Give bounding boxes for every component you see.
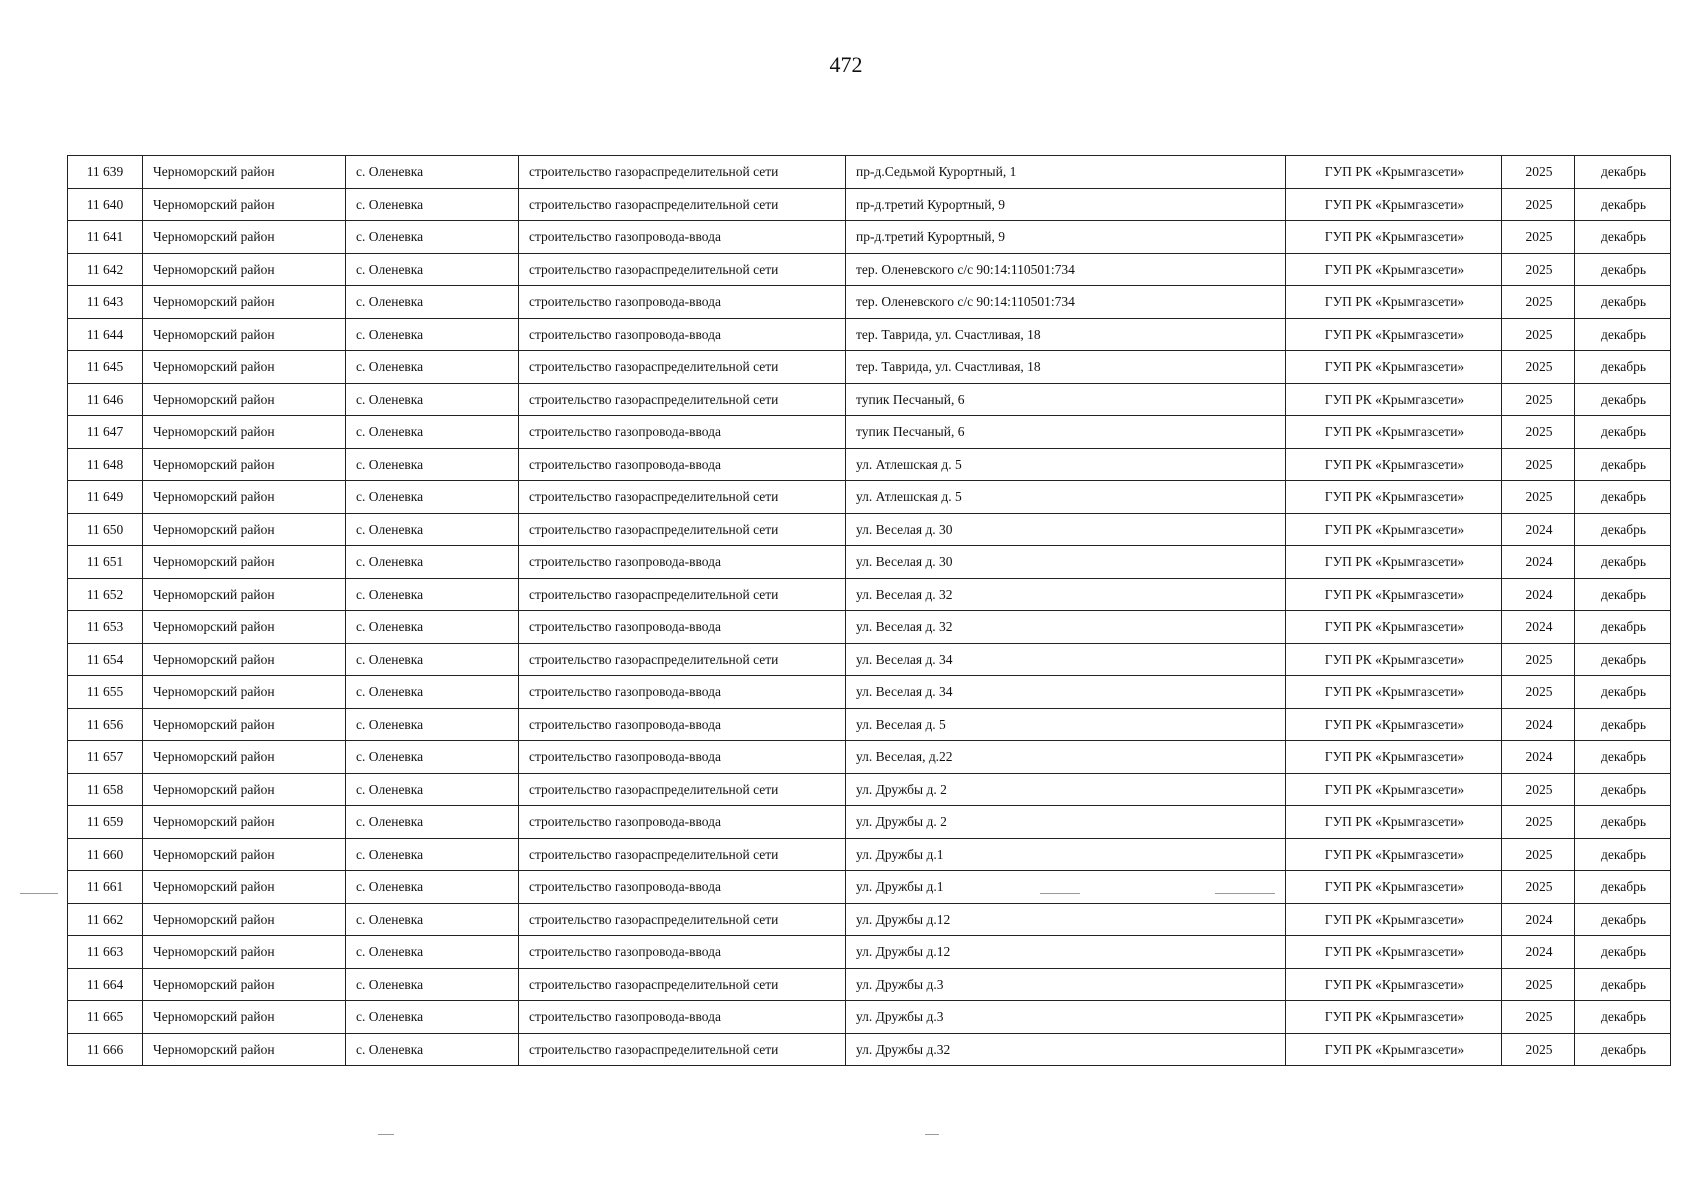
row-number: 11 666 — [68, 1033, 143, 1066]
table-row — [68, 513, 1671, 546]
row-number: 11 645 — [68, 351, 143, 384]
month-cell: декабрь — [1575, 741, 1671, 774]
row-number: 11 651 — [68, 546, 143, 579]
table-row — [68, 611, 1671, 644]
district-cell: Черноморский район — [143, 871, 346, 904]
settlement-cell: с. Оленевка — [346, 383, 519, 416]
year-cell: 2025 — [1502, 383, 1575, 416]
table-row — [68, 318, 1671, 351]
year-cell: 2025 — [1502, 838, 1575, 871]
organization-cell: ГУП РК «Крымгазсети» — [1286, 708, 1502, 741]
district-cell: Черноморский район — [143, 318, 346, 351]
settlement-cell: с. Оленевка — [346, 286, 519, 319]
organization-cell: ГУП РК «Крымгазсети» — [1286, 416, 1502, 449]
year-cell: 2024 — [1502, 513, 1575, 546]
work-type-cell: строительство газопровода-ввода — [519, 611, 846, 644]
address-cell: ул. Веселая д. 30 — [846, 546, 1286, 579]
table-row — [68, 871, 1671, 904]
district-cell: Черноморский район — [143, 448, 346, 481]
month-cell: декабрь — [1575, 773, 1671, 806]
registry-table — [67, 155, 1671, 1066]
district-cell: Черноморский район — [143, 513, 346, 546]
row-number: 11 663 — [68, 936, 143, 969]
address-cell: ул. Веселая д. 32 — [846, 578, 1286, 611]
year-cell: 2025 — [1502, 448, 1575, 481]
address-cell: пр-д.Седьмой Курортный, 1 — [846, 156, 1286, 189]
work-type-cell: строительство газопровода-ввода — [519, 448, 846, 481]
address-cell: ул. Дружбы д.32 — [846, 1033, 1286, 1066]
organization-cell: ГУП РК «Крымгазсети» — [1286, 903, 1502, 936]
work-type-cell: строительство газопровода-ввода — [519, 936, 846, 969]
district-cell: Черноморский район — [143, 968, 346, 1001]
district-cell: Черноморский район — [143, 741, 346, 774]
district-cell: Черноморский район — [143, 773, 346, 806]
organization-cell: ГУП РК «Крымгазсети» — [1286, 611, 1502, 644]
work-type-cell: строительство газораспределительной сети — [519, 773, 846, 806]
address-cell: ул. Веселая д. 5 — [846, 708, 1286, 741]
district-cell: Черноморский район — [143, 383, 346, 416]
year-cell: 2025 — [1502, 416, 1575, 449]
district-cell: Черноморский район — [143, 611, 346, 644]
row-number: 11 665 — [68, 1001, 143, 1034]
year-cell: 2025 — [1502, 1033, 1575, 1066]
address-cell: тер. Таврида, ул. Счастливая, 18 — [846, 351, 1286, 384]
year-cell: 2024 — [1502, 578, 1575, 611]
row-number: 11 640 — [68, 188, 143, 221]
work-type-cell: строительство газораспределительной сети — [519, 383, 846, 416]
work-type-cell: строительство газораспределительной сети — [519, 156, 846, 189]
month-cell: декабрь — [1575, 708, 1671, 741]
district-cell: Черноморский район — [143, 546, 346, 579]
work-type-cell: строительство газораспределительной сети — [519, 253, 846, 286]
address-cell: ул. Атлешская д. 5 — [846, 481, 1286, 514]
month-cell: декабрь — [1575, 253, 1671, 286]
district-cell: Черноморский район — [143, 903, 346, 936]
settlement-cell: с. Оленевка — [346, 903, 519, 936]
organization-cell: ГУП РК «Крымгазсети» — [1286, 741, 1502, 774]
organization-cell: ГУП РК «Крымгазсети» — [1286, 806, 1502, 839]
year-cell: 2025 — [1502, 481, 1575, 514]
year-cell: 2024 — [1502, 903, 1575, 936]
settlement-cell: с. Оленевка — [346, 708, 519, 741]
table-row — [68, 221, 1671, 254]
organization-cell: ГУП РК «Крымгазсети» — [1286, 383, 1502, 416]
work-type-cell: строительство газопровода-ввода — [519, 286, 846, 319]
address-cell: ул. Дружбы д.1 — [846, 871, 1286, 904]
row-number: 11 664 — [68, 968, 143, 1001]
address-cell: ул. Дружбы д.1 — [846, 838, 1286, 871]
table-row — [68, 156, 1671, 189]
work-type-cell: строительство газораспределительной сети — [519, 838, 846, 871]
scan-speck — [1215, 893, 1275, 894]
organization-cell: ГУП РК «Крымгазсети» — [1286, 286, 1502, 319]
month-cell: декабрь — [1575, 838, 1671, 871]
organization-cell: ГУП РК «Крымгазсети» — [1286, 1033, 1502, 1066]
district-cell: Черноморский район — [143, 936, 346, 969]
settlement-cell: с. Оленевка — [346, 968, 519, 1001]
month-cell: декабрь — [1575, 936, 1671, 969]
work-type-cell: строительство газопровода-ввода — [519, 871, 846, 904]
page-number: 472 — [829, 52, 863, 77]
organization-cell: ГУП РК «Крымгазсети» — [1286, 968, 1502, 1001]
year-cell: 2025 — [1502, 773, 1575, 806]
table-row — [68, 838, 1671, 871]
district-cell: Черноморский район — [143, 708, 346, 741]
work-type-cell: строительство газопровода-ввода — [519, 221, 846, 254]
work-type-cell: строительство газораспределительной сети — [519, 481, 846, 514]
settlement-cell: с. Оленевка — [346, 773, 519, 806]
settlement-cell: с. Оленевка — [346, 643, 519, 676]
organization-cell: ГУП РК «Крымгазсети» — [1286, 643, 1502, 676]
work-type-cell: строительство газораспределительной сети — [519, 643, 846, 676]
work-type-cell: строительство газопровода-ввода — [519, 741, 846, 774]
month-cell: декабрь — [1575, 286, 1671, 319]
organization-cell: ГУП РК «Крымгазсети» — [1286, 448, 1502, 481]
work-type-cell: строительство газопровода-ввода — [519, 546, 846, 579]
row-number: 11 642 — [68, 253, 143, 286]
organization-cell: ГУП РК «Крымгазсети» — [1286, 578, 1502, 611]
table-row — [68, 481, 1671, 514]
table-row — [68, 773, 1671, 806]
row-number: 11 643 — [68, 286, 143, 319]
organization-cell: ГУП РК «Крымгазсети» — [1286, 546, 1502, 579]
year-cell: 2025 — [1502, 156, 1575, 189]
table-row — [68, 383, 1671, 416]
table-row — [68, 676, 1671, 709]
organization-cell: ГУП РК «Крымгазсети» — [1286, 188, 1502, 221]
settlement-cell: с. Оленевка — [346, 481, 519, 514]
work-type-cell: строительство газораспределительной сети — [519, 578, 846, 611]
scan-speck — [1040, 893, 1080, 894]
district-cell: Черноморский район — [143, 1001, 346, 1034]
month-cell: декабрь — [1575, 1033, 1671, 1066]
district-cell: Черноморский район — [143, 286, 346, 319]
year-cell: 2024 — [1502, 546, 1575, 579]
table-row — [68, 1033, 1671, 1066]
work-type-cell: строительство газопровода-ввода — [519, 676, 846, 709]
year-cell: 2025 — [1502, 318, 1575, 351]
work-type-cell: строительство газораспределительной сети — [519, 1033, 846, 1066]
settlement-cell: с. Оленевка — [346, 318, 519, 351]
row-number: 11 655 — [68, 676, 143, 709]
address-cell: ул. Веселая д. 32 — [846, 611, 1286, 644]
row-number: 11 656 — [68, 708, 143, 741]
address-cell: ул. Дружбы д.12 — [846, 936, 1286, 969]
work-type-cell: строительство газораспределительной сети — [519, 903, 846, 936]
settlement-cell: с. Оленевка — [346, 806, 519, 839]
address-cell: тер. Оленевского с/с 90:14:110501:734 — [846, 253, 1286, 286]
work-type-cell: строительство газопровода-ввода — [519, 708, 846, 741]
year-cell: 2025 — [1502, 253, 1575, 286]
table-row — [68, 188, 1671, 221]
year-cell: 2025 — [1502, 221, 1575, 254]
month-cell: декабрь — [1575, 481, 1671, 514]
work-type-cell: строительство газопровода-ввода — [519, 1001, 846, 1034]
month-cell: декабрь — [1575, 968, 1671, 1001]
row-number: 11 662 — [68, 903, 143, 936]
row-number: 11 658 — [68, 773, 143, 806]
month-cell: декабрь — [1575, 221, 1671, 254]
table-row — [68, 351, 1671, 384]
row-number: 11 649 — [68, 481, 143, 514]
month-cell: декабрь — [1575, 676, 1671, 709]
organization-cell: ГУП РК «Крымгазсети» — [1286, 156, 1502, 189]
month-cell: декабрь — [1575, 871, 1671, 904]
settlement-cell: с. Оленевка — [346, 253, 519, 286]
scan-speck — [378, 1134, 394, 1135]
year-cell: 2024 — [1502, 611, 1575, 644]
table-row — [68, 643, 1671, 676]
table-row — [68, 578, 1671, 611]
row-number: 11 641 — [68, 221, 143, 254]
address-cell: ул. Веселая д. 34 — [846, 643, 1286, 676]
month-cell: декабрь — [1575, 546, 1671, 579]
year-cell: 2025 — [1502, 806, 1575, 839]
month-cell: декабрь — [1575, 643, 1671, 676]
district-cell: Черноморский район — [143, 806, 346, 839]
district-cell: Черноморский район — [143, 253, 346, 286]
settlement-cell: с. Оленевка — [346, 1001, 519, 1034]
district-cell: Черноморский район — [143, 643, 346, 676]
district-cell: Черноморский район — [143, 1033, 346, 1066]
settlement-cell: с. Оленевка — [346, 448, 519, 481]
settlement-cell: с. Оленевка — [346, 188, 519, 221]
district-cell: Черноморский район — [143, 676, 346, 709]
work-type-cell: строительство газопровода-ввода — [519, 806, 846, 839]
district-cell: Черноморский район — [143, 351, 346, 384]
organization-cell: ГУП РК «Крымгазсети» — [1286, 936, 1502, 969]
settlement-cell: с. Оленевка — [346, 838, 519, 871]
month-cell: декабрь — [1575, 383, 1671, 416]
row-number: 11 639 — [68, 156, 143, 189]
month-cell: декабрь — [1575, 188, 1671, 221]
month-cell: декабрь — [1575, 1001, 1671, 1034]
month-cell: декабрь — [1575, 156, 1671, 189]
row-number: 11 646 — [68, 383, 143, 416]
address-cell: ул. Веселая д. 34 — [846, 676, 1286, 709]
row-number: 11 657 — [68, 741, 143, 774]
district-cell: Черноморский район — [143, 416, 346, 449]
year-cell: 2024 — [1502, 936, 1575, 969]
organization-cell: ГУП РК «Крымгазсети» — [1286, 838, 1502, 871]
scan-speck — [20, 893, 58, 894]
table-row — [68, 253, 1671, 286]
year-cell: 2025 — [1502, 1001, 1575, 1034]
district-cell: Черноморский район — [143, 188, 346, 221]
row-number: 11 644 — [68, 318, 143, 351]
year-cell: 2025 — [1502, 286, 1575, 319]
settlement-cell: с. Оленевка — [346, 936, 519, 969]
organization-cell: ГУП РК «Крымгазсети» — [1286, 676, 1502, 709]
work-type-cell: строительство газораспределительной сети — [519, 351, 846, 384]
settlement-cell: с. Оленевка — [346, 1033, 519, 1066]
address-cell: тупик Песчаный, 6 — [846, 383, 1286, 416]
row-number: 11 659 — [68, 806, 143, 839]
district-cell: Черноморский район — [143, 221, 346, 254]
work-type-cell: строительство газопровода-ввода — [519, 416, 846, 449]
organization-cell: ГУП РК «Крымгазсети» — [1286, 871, 1502, 904]
settlement-cell: с. Оленевка — [346, 546, 519, 579]
year-cell: 2024 — [1502, 708, 1575, 741]
table-row — [68, 1001, 1671, 1034]
month-cell: декабрь — [1575, 578, 1671, 611]
settlement-cell: с. Оленевка — [346, 741, 519, 774]
address-cell: ул. Дружбы д. 2 — [846, 773, 1286, 806]
table-row — [68, 968, 1671, 1001]
work-type-cell: строительство газопровода-ввода — [519, 318, 846, 351]
work-type-cell: строительство газораспределительной сети — [519, 513, 846, 546]
month-cell: декабрь — [1575, 611, 1671, 644]
year-cell: 2025 — [1502, 643, 1575, 676]
row-number: 11 661 — [68, 871, 143, 904]
organization-cell: ГУП РК «Крымгазсети» — [1286, 351, 1502, 384]
organization-cell: ГУП РК «Крымгазсети» — [1286, 513, 1502, 546]
address-cell: пр-д.третий Курортный, 9 — [846, 188, 1286, 221]
work-type-cell: строительство газораспределительной сети — [519, 188, 846, 221]
settlement-cell: с. Оленевка — [346, 221, 519, 254]
address-cell: тупик Песчаный, 6 — [846, 416, 1286, 449]
organization-cell: ГУП РК «Крымгазсети» — [1286, 221, 1502, 254]
year-cell: 2025 — [1502, 968, 1575, 1001]
registry-table-body — [68, 156, 1671, 1066]
year-cell: 2025 — [1502, 188, 1575, 221]
row-number: 11 660 — [68, 838, 143, 871]
settlement-cell: с. Оленевка — [346, 871, 519, 904]
month-cell: декабрь — [1575, 806, 1671, 839]
row-number: 11 647 — [68, 416, 143, 449]
organization-cell: ГУП РК «Крымгазсети» — [1286, 318, 1502, 351]
month-cell: декабрь — [1575, 416, 1671, 449]
settlement-cell: с. Оленевка — [346, 156, 519, 189]
settlement-cell: с. Оленевка — [346, 611, 519, 644]
address-cell: пр-д.третий Курортный, 9 — [846, 221, 1286, 254]
district-cell: Черноморский район — [143, 481, 346, 514]
organization-cell: ГУП РК «Крымгазсети» — [1286, 1001, 1502, 1034]
address-cell: тер. Оленевского с/с 90:14:110501:734 — [846, 286, 1286, 319]
table-row — [68, 741, 1671, 774]
settlement-cell: с. Оленевка — [346, 351, 519, 384]
address-cell: ул. Дружбы д.3 — [846, 968, 1286, 1001]
table-row — [68, 448, 1671, 481]
organization-cell: ГУП РК «Крымгазсети» — [1286, 253, 1502, 286]
address-cell: тер. Таврида, ул. Счастливая, 18 — [846, 318, 1286, 351]
organization-cell: ГУП РК «Крымгазсети» — [1286, 773, 1502, 806]
organization-cell: ГУП РК «Крымгазсети» — [1286, 481, 1502, 514]
settlement-cell: с. Оленевка — [346, 578, 519, 611]
district-cell: Черноморский район — [143, 578, 346, 611]
row-number: 11 653 — [68, 611, 143, 644]
year-cell: 2025 — [1502, 871, 1575, 904]
table-row — [68, 416, 1671, 449]
address-cell: ул. Веселая д. 30 — [846, 513, 1286, 546]
address-cell: ул. Веселая, д.22 — [846, 741, 1286, 774]
address-cell: ул. Дружбы д.3 — [846, 1001, 1286, 1034]
month-cell: декабрь — [1575, 351, 1671, 384]
address-cell: ул. Дружбы д.12 — [846, 903, 1286, 936]
year-cell: 2025 — [1502, 676, 1575, 709]
settlement-cell: с. Оленевка — [346, 513, 519, 546]
address-cell: ул. Атлешская д. 5 — [846, 448, 1286, 481]
row-number: 11 648 — [68, 448, 143, 481]
month-cell: декабрь — [1575, 318, 1671, 351]
row-number: 11 652 — [68, 578, 143, 611]
settlement-cell: с. Оленевка — [346, 676, 519, 709]
address-cell: ул. Дружбы д. 2 — [846, 806, 1286, 839]
year-cell: 2025 — [1502, 351, 1575, 384]
table-row — [68, 546, 1671, 579]
row-number: 11 654 — [68, 643, 143, 676]
table-row — [68, 708, 1671, 741]
work-type-cell: строительство газораспределительной сети — [519, 968, 846, 1001]
month-cell: декабрь — [1575, 903, 1671, 936]
table-row — [68, 806, 1671, 839]
row-number: 11 650 — [68, 513, 143, 546]
district-cell: Черноморский район — [143, 156, 346, 189]
settlement-cell: с. Оленевка — [346, 416, 519, 449]
year-cell: 2024 — [1502, 741, 1575, 774]
month-cell: декабрь — [1575, 448, 1671, 481]
month-cell: декабрь — [1575, 513, 1671, 546]
scan-speck — [925, 1134, 939, 1135]
table-row — [68, 936, 1671, 969]
table-row — [68, 286, 1671, 319]
table-row — [68, 903, 1671, 936]
district-cell: Черноморский район — [143, 838, 346, 871]
